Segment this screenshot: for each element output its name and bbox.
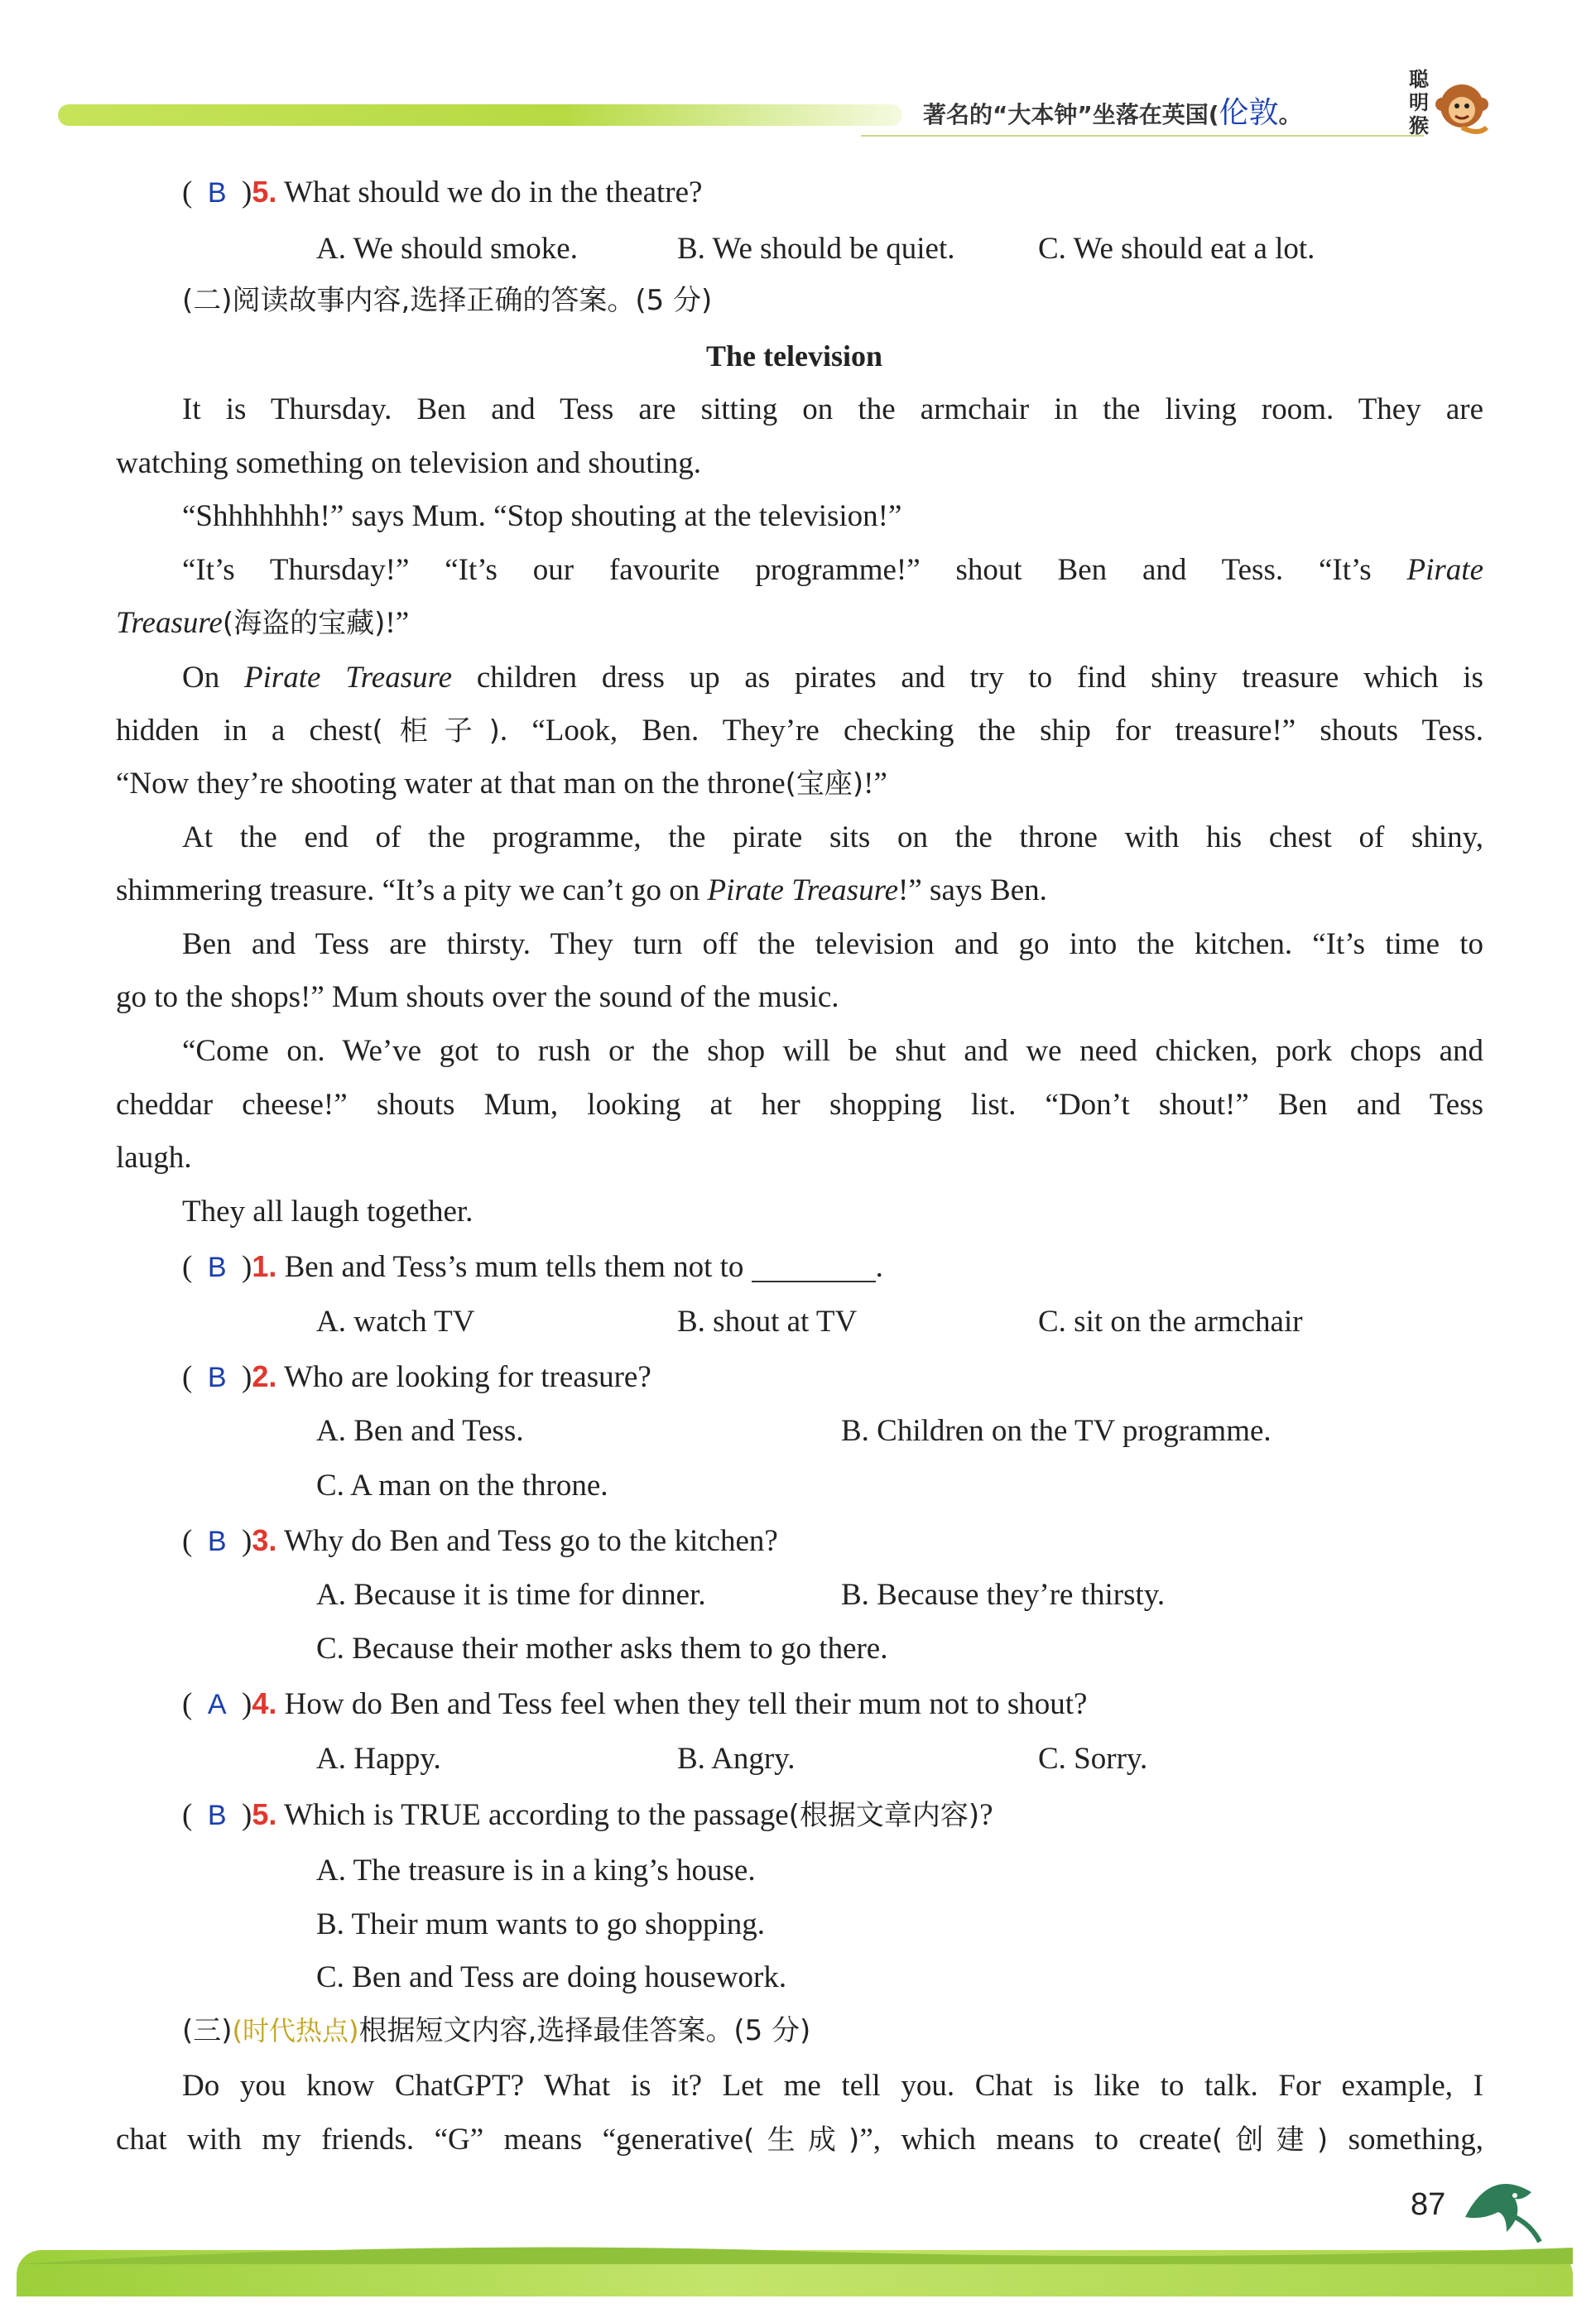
answer-mark: B [207,1252,227,1283]
question-2: ( B )2. Who are looking for treasure? [182,1359,651,1394]
question-number: 2. [252,1359,277,1393]
option-b: B. Because they’re thirsty. [841,1578,1166,1612]
header-rule [861,135,1424,137]
question-number: 5. [252,175,277,209]
answer-mark: B [207,1362,227,1393]
option-c: C. sit on the armchair [1038,1305,1303,1339]
passage-title: The television [706,339,882,373]
answer-blank [752,1256,876,1282]
option-a: A. We should smoke. [316,232,578,266]
hot-topic-tag: (时代热点) [232,2015,359,2046]
option-a: A. Happy. [316,1742,441,1776]
option-c: C. Sorry. [1038,1742,1148,1776]
footer-wave [17,2239,1573,2264]
dolphin-icon [1457,2159,1548,2250]
section-3-line-2: chat with my friends. “G” means “generative(生成)”, which means to create(创建) something, [116,2123,1483,2157]
question-5: ( B )5. Which is TRUE according to the passage(根据文章内容)? [182,1797,993,1832]
answer-mark: B [207,1526,227,1557]
header-caption-prefix: 著名的“大本钟”坐落在英国( [923,101,1219,128]
option-c: C. We should eat a lot. [1038,232,1315,266]
question-1: ( B )1. Ben and Tess’s mum tells them not to . [182,1249,883,1284]
answer-mark: B [207,1800,227,1831]
paragraph-8: They all laugh together. [182,1195,474,1229]
logo-text [1409,68,1435,137]
option-b: B. We should be quiet. [677,232,955,266]
option-c: C. Because their mother asks them to go there. [316,1632,888,1666]
option-a: A. Because it is time for dinner. [316,1578,706,1612]
header-caption-suffix: 。 [1278,101,1302,128]
paragraph-7-line-2: cheddar cheese!” shouts Mum, looking at her shopping list. “Don’t shout!” Ben and Tess [116,1088,1483,1122]
paragraph-1-line-1: It is Thursday. Ben and Tess are sitting on the armchair in the living room. They are [182,392,1483,426]
paragraph-4-line-3: “Now they’re shooting water at that man on the throne(宝座)!” [116,767,887,801]
answer-mark: B [207,177,227,209]
question-number: 1. [252,1249,277,1283]
paragraph-2: “Shhhhhhh!” says Mum. “Stop shouting at the television!” [182,499,902,533]
paragraph-3-line-1: “It’s Thursday!” “It’s our favourite programme!” shout Ben and Tess. “It’s Pirate [182,553,1483,587]
paragraph-6-line-1: Ben and Tess are thirsty. They turn off the television and go into the kitchen. “It’s time to [182,927,1483,961]
header-decor-bar [58,104,902,126]
paragraph-3-line-2: Treasure(海盗的宝藏)!” [116,606,410,640]
option-a: A. watch TV [316,1305,475,1339]
question-number: 5. [252,1797,277,1831]
paragraph-4-line-1: On Pirate Treasure children dress up as pirates and try to find shiny treasure which is [182,661,1483,695]
option-b: B. Angry. [677,1742,796,1776]
question-3: ( B )3. Why do Ben and Tess go to the kitchen? [182,1523,778,1558]
section-3-line-1: Do you know ChatGPT? What is it? Let me tell you. Chat is like to talk. For example, I [182,2069,1483,2103]
paragraph-6-line-2: go to the shops!” Mum shouts over the sound of the music. [116,980,839,1014]
paragraph-7-line-3: laugh. [116,1141,192,1175]
logo-text-value: 聪明猴 [1409,68,1429,137]
paragraph-7-line-1: “Come on. We’ve got to rush or the shop will be shut and we need chicken, pork chops and [182,1034,1483,1068]
handwritten-answer: 伦敦 [1219,96,1279,130]
paragraph-1-line-2: watching something on television and shouting. [116,446,702,480]
page-number: 87 [1411,2187,1446,2222]
section-2-heading: (二)阅读故事内容,选择正确的答案。(5 分) [182,284,713,317]
paragraph-5-line-2: shimmering treasure. “It’s a pity we can’t go on Pirate Treasure!” says Ben. [116,873,1047,907]
section-3-heading: (三)(时代热点)根据短文内容,选择最佳答案。(5 分) [182,2014,811,2047]
header-caption [923,89,1302,132]
option-c: C. A man on the throne. [316,1469,608,1503]
question-4: ( A )4. How do Ben and Tess feel when they tell their mum not to shout? [182,1686,1088,1721]
option-c: C. Ben and Tess are doing housework. [316,1960,787,1994]
question-number: 3. [252,1523,277,1557]
question-text: What should we do in the theatre? [283,176,703,209]
prev-question-5: ( B )5. What should we do in the theatre? [182,175,703,209]
option-b: B. Children on the TV programme. [841,1414,1272,1448]
paragraph-5-line-1: At the end of the programme, the pirate sits on the throne with his chest of shiny, [182,820,1483,854]
question-number: 4. [252,1686,277,1720]
paragraph-4-line-2: hidden in a chest(柜子). “Look, Ben. They’re checking the ship for treasure!” shouts Tess. [116,714,1484,748]
option-b: B. Their mum wants to go shopping. [316,1907,765,1941]
answer-mark: A [207,1689,227,1720]
option-b: B. shout at TV [677,1305,858,1339]
option-a: A. The treasure is in a king’s house. [316,1854,756,1888]
option-a: A. Ben and Tess. [316,1414,524,1448]
